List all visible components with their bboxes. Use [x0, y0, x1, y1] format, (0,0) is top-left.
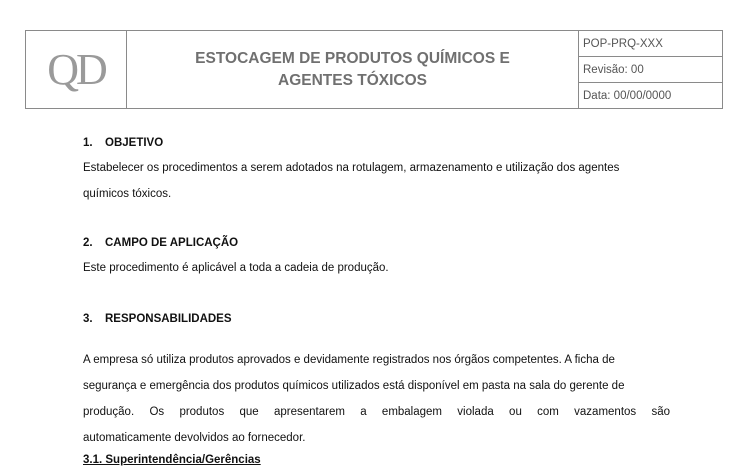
paragraph-line: segurança e emergência dos produtos químicos utilizados está disponível em pasta na sala do gerente de — [83, 380, 625, 392]
document-date: Data: 00/00/0000 — [579, 83, 723, 109]
paragraph-line: químicos tóxicos. — [83, 188, 172, 200]
document-header — [25, 30, 723, 109]
section-title: RESPONSABILIDADES — [105, 313, 232, 325]
subsection-heading: 3.1. Superintendência/Gerências — [83, 454, 261, 466]
section-text-responsabilidades — [83, 347, 670, 451]
section-text-campo-de-aplicacao — [83, 255, 670, 281]
section-heading-objetivo — [83, 137, 163, 149]
document-code: POP-PRQ-XXX — [579, 31, 723, 57]
paragraph-line: Estabelecer os procedimentos a serem adotados na rotulagem, armazenamento e utilização dos agentes — [83, 162, 620, 174]
section-number: 1. — [83, 137, 93, 149]
paragraph-line: Este procedimento é aplicável a toda a cadeia de produção. — [83, 262, 389, 274]
section-number: 3. — [83, 313, 93, 325]
document-title-line-2: AGENTES TÓXICOS — [278, 71, 427, 89]
document-revision: Revisão: 00 — [579, 57, 723, 83]
section-heading-campo-de-aplicacao — [83, 237, 238, 249]
section-heading-responsabilidades — [83, 313, 232, 325]
section-text-objetivo — [83, 155, 670, 207]
logo-cell — [26, 31, 127, 109]
section-number: 2. — [83, 237, 93, 249]
title-cell — [127, 31, 579, 109]
paragraph-line: produção. Os produtos que apresentarem a embalagem violada ou com vazamentos são — [83, 406, 670, 418]
section-title: OBJETIVO — [105, 137, 164, 149]
paragraph-line: A empresa só utiliza produtos aprovados e devidamente registrados nos órgãos competentes. A ficha de — [83, 354, 615, 366]
document-title-line-1: ESTOCAGEM DE PRODUTOS QUÍMICOS E — [195, 49, 510, 67]
paragraph-line: automaticamente devolvidos ao fornecedor. — [83, 432, 306, 444]
company-logo: QD — [47, 44, 105, 94]
section-title: CAMPO DE APLICAÇÃO — [105, 237, 239, 249]
